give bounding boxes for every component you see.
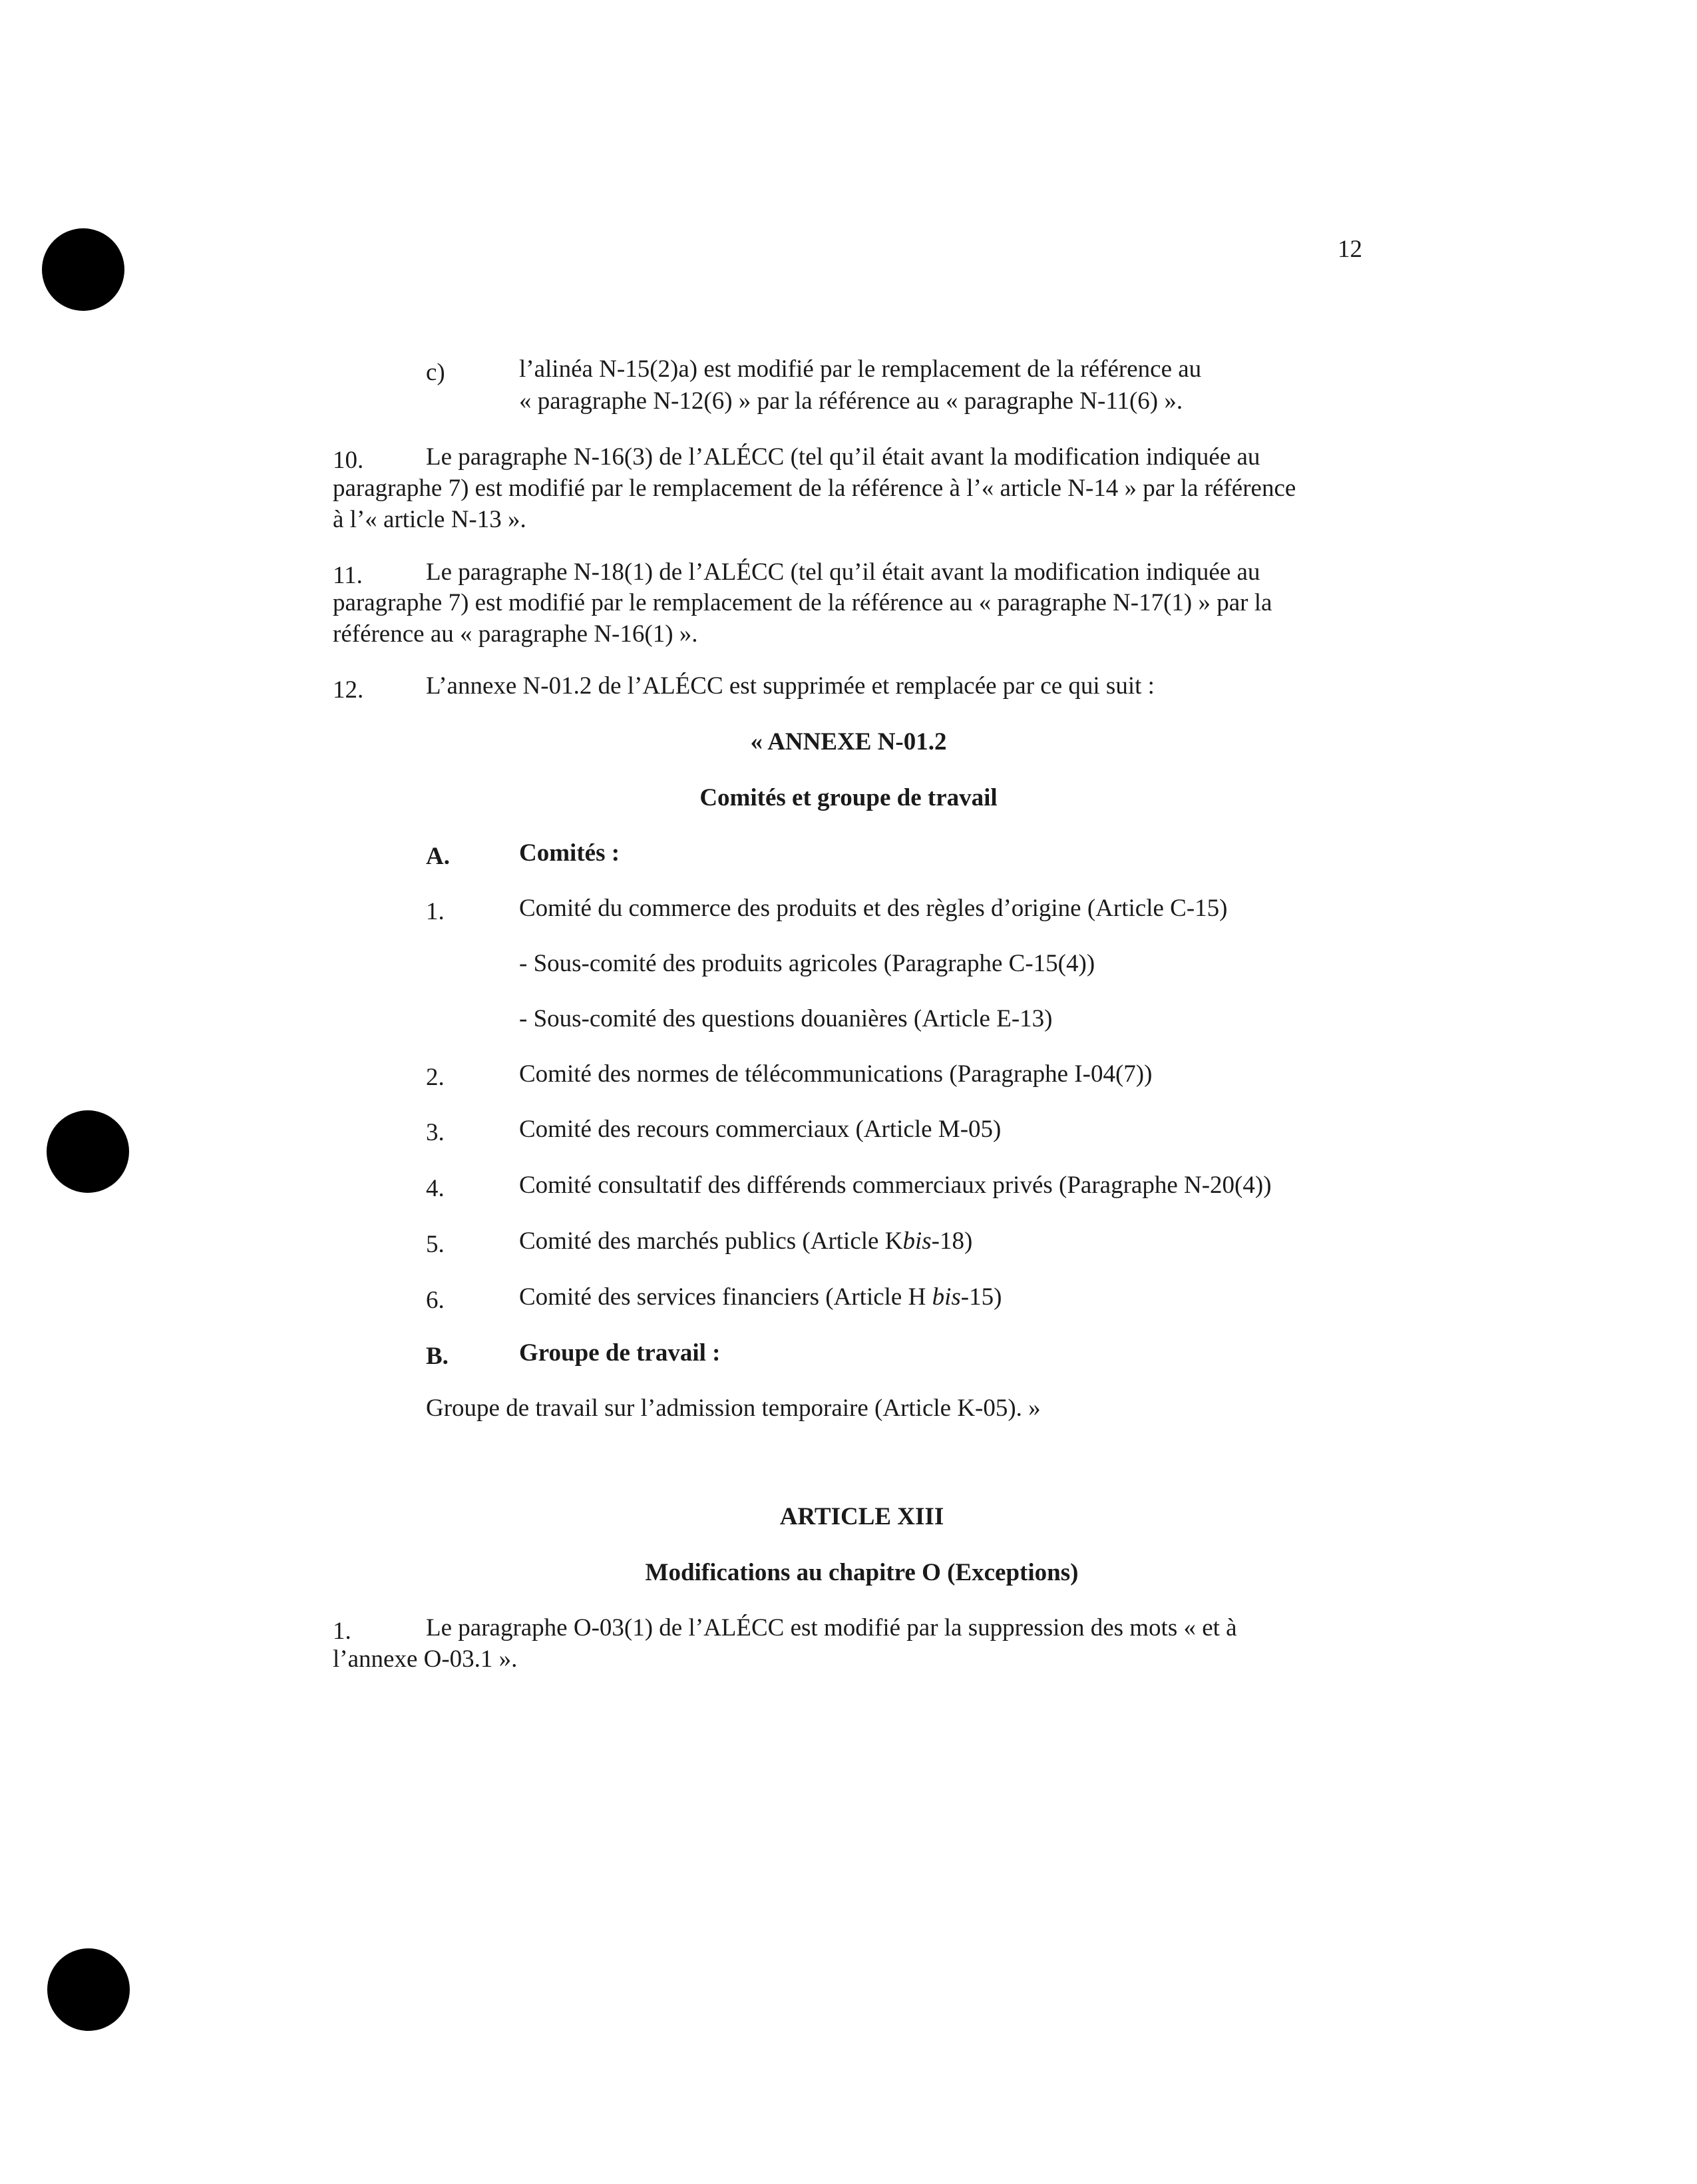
item-c-line2: « paragraphe N-12(6) » par la référence au « paragraphe N-11(6) ». (519, 387, 1183, 415)
binder-hole-middle (47, 1110, 129, 1193)
committee-3-text: Comité des recours commerciaux (Article M-05) (519, 1116, 1002, 1143)
subcommittee-customs: - Sous-comité des questions douanières (Article E-13) (519, 1005, 1053, 1032)
committee-2-number: 2. (426, 1064, 445, 1091)
subcommittee-agricultural: - Sous-comité des produits agricoles (Paragraphe C-15(4)) (519, 950, 1095, 977)
committee-4-number: 4. (426, 1175, 445, 1202)
committee-5-text (519, 1225, 972, 1257)
committee-6-number: 6. (426, 1287, 445, 1314)
binder-hole-top (42, 228, 124, 311)
para11-line2: paragraphe 7) est modifié par le remplacement de la référence au « paragraphe N-17(1) » par la (333, 589, 1272, 616)
article-para1-line2: l’annexe O-03.1 ». (333, 1645, 518, 1673)
committee-6-text-italic: bis (932, 1283, 961, 1311)
para12-line1: L’annexe N-01.2 de l’ALÉCC est supprimée et remplacée par ce qui suit : (426, 672, 1155, 700)
section-a-heading: Comités : (519, 839, 620, 867)
page-number: 12 (1338, 236, 1362, 263)
binder-hole-bottom (47, 1948, 130, 2031)
committee-5-number: 5. (426, 1231, 445, 1258)
article-para1-number: 1. (333, 1618, 351, 1645)
annex-subtitle: Comités et groupe de travail (699, 784, 998, 811)
para11-line3: référence au « paragraphe N-16(1) ». (333, 620, 698, 648)
para11-line1: Le paragraphe N-18(1) de l’ALÉCC (tel qu’il était avant la modification indiquée au (426, 558, 1260, 586)
item-c-line1: l’alinéa N-15(2)a) est modifié par le remplacement de la référence au (519, 355, 1202, 383)
working-group-text: Groupe de travail sur l’admission temporaire (Article K-05). » (426, 1395, 1041, 1422)
annex-title: « ANNEXE N-01.2 (750, 728, 947, 756)
committee-6-text (519, 1281, 1002, 1313)
committee-5-text-main: Comité des marchés publics (Article K (519, 1227, 903, 1255)
para10-line3: à l’« article N-13 ». (333, 506, 526, 533)
para10-number: 10. (333, 447, 364, 474)
section-b-heading: Groupe de travail : (519, 1339, 721, 1367)
para10-line2: paragraphe 7) est modifié par le remplacement de la référence à l’« article N-14 » par la référence (333, 475, 1296, 502)
committee-2-text: Comité des normes de télécommunications (Paragraphe I-04(7)) (519, 1060, 1153, 1088)
section-a-letter: A. (426, 843, 450, 870)
committee-1-number: 1. (426, 898, 445, 925)
committee-6-text-main: Comité des services financiers (Article H (519, 1283, 932, 1311)
committee-4-text: Comité consultatif des différends commerciaux privés (Paragraphe N-20(4)) (519, 1172, 1272, 1199)
committee-1-text: Comité du commerce des produits et des règles d’origine (Article C-15) (519, 895, 1228, 922)
article-para1-line1: Le paragraphe O-03(1) de l’ALÉCC est modifié par la suppression des mots « et à (426, 1614, 1237, 1641)
item-c-label: c) (426, 359, 445, 386)
committee-5-text-end: -18) (931, 1227, 973, 1255)
article-title: ARTICLE XIII (779, 1503, 944, 1530)
committee-3-number: 3. (426, 1119, 445, 1146)
para11-number: 11. (333, 562, 363, 589)
para12-number: 12. (333, 676, 364, 704)
section-b-letter: B. (426, 1343, 449, 1370)
article-subtitle: Modifications au chapitre O (Exceptions) (645, 1559, 1079, 1586)
para10-line1: Le paragraphe N-16(3) de l’ALÉCC (tel qu’il était avant la modification indiquée au (426, 443, 1260, 471)
committee-5-text-italic: bis (902, 1227, 932, 1255)
committee-6-text-end: -15) (960, 1283, 1002, 1311)
